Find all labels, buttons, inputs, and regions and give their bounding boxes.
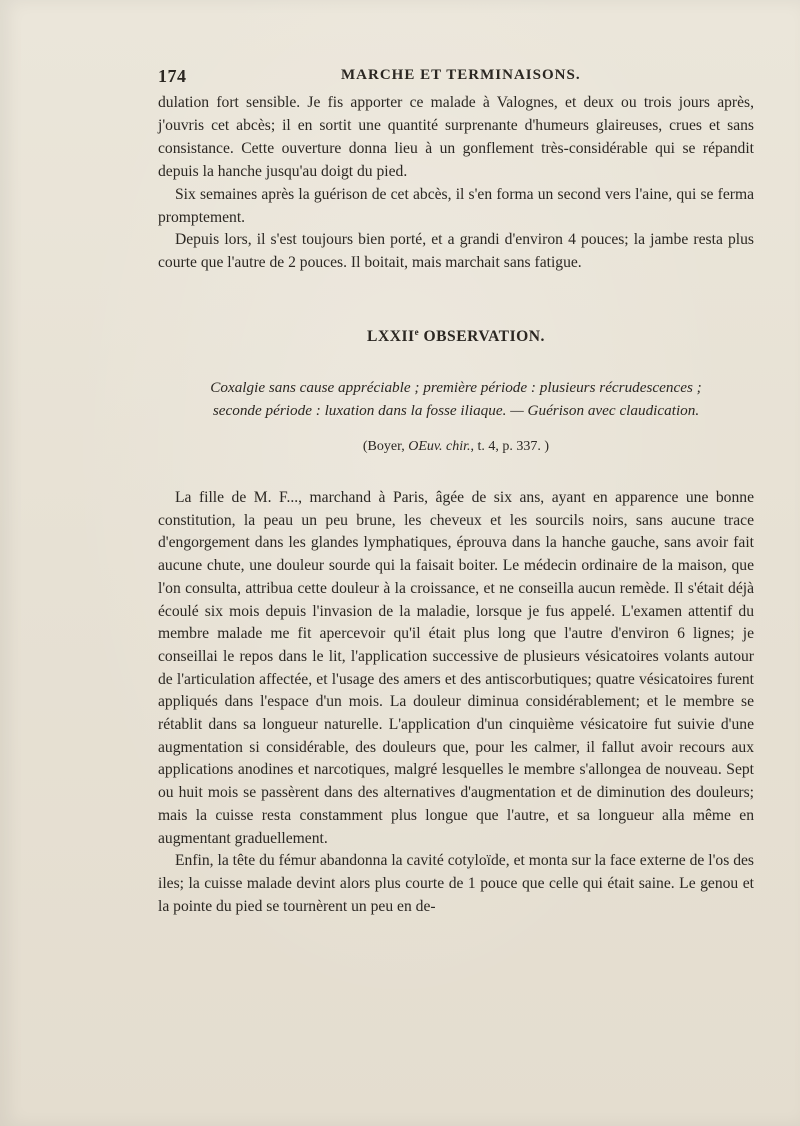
running-head: MARCHE ET TERMINAISONS. — [341, 67, 581, 83]
paragraph: La fille de M. F..., marchand à Paris, âgée de six ans, ayant en apparence une bonne constitution, la peau un peu brune, les cheveux et les sourcils noirs, sans aucune trace d'engorgement dans les glandes lymphatiques, éprouva dans la hanche gauche, sans avoir fait aucune chute, une douleur sourde qui la faisait boiter. Le médecin ordinaire de la maison, que l'on consulta, attribua cette douleur à la croissance, et ne conseilla aucun remède. Il s'était déjà écoulé six mois depuis l'invasion de la maladie, lorsque je fus appelé. L'examen attentif du membre malade me fit apercevoir qu'il était plus long que l'autre d'environ 6 lignes; je conseillai le repos dans le lit, l'application successive de plusieurs vésicatoires volants autour de l'articulation affectée, et l'usage des amers et des antiscorbutiques; quatre vésicatoires furent appliqués dans l'espace d'un mois. La douleur diminua considérablement; et le membre se rétablit dans sa longueur naturelle. L'application d'un cinquième vésicatoire fut suivie d'une augmentation si considérable, des douleurs que, pour les calmer, il fallut avoir recours aux applications anodines et narcotiques, malgré lesquelles le membre s'allongea de nouveau. Sept ou huit mois se passèrent dans des alternatives d'augmentation et de diminution des douleurs; mais la cuisse resta constamment plus longue que l'autre, et sa longueur alla même en augmentant graduellement. — [158, 489, 754, 847]
subtitle-line: Coxalgie sans cause appréciable ; première période : plusieurs récrudescences ; — [210, 379, 702, 396]
paragraph: dulation fort sensible. Je fis apporter ce malade à Valognes, et deux ou trois jours après, j'ouvris cet abcès; il en sortit une quantité surprenante d'humeurs glaireuses, crues et sans consistance. Cette ouverture donna lieu à un gonflement très-considérable qui se répandit depuis la hanche jusqu'au doigt du pied. — [158, 94, 754, 180]
observation-subtitle — [158, 377, 754, 422]
source-reference — [158, 439, 754, 455]
subtitle-line: seconde période : luxation dans la fosse iliaque. — Guérison avec claudication. — [212, 401, 700, 419]
observation-number: LXXII — [367, 328, 415, 345]
reference-close: , t. 4, p. 337. ) — [470, 439, 550, 454]
observation-superscript: e — [414, 327, 420, 337]
reference-work: OEuv. chir. — [408, 439, 471, 454]
reference-open: (Boyer, — [362, 439, 409, 454]
paragraph: Depuis lors, il s'est toujours bien porté, et a grandi d'environ 4 pouces; la jambe resta plus courte que l'autre de 2 pouces. Il boitait, mais marchait sans fatigue. — [158, 231, 754, 272]
observation-heading — [158, 327, 754, 346]
observation-label: OBSERVATION. — [423, 328, 545, 345]
observation-body — [158, 487, 754, 918]
page-number: 174 — [158, 66, 187, 86]
paragraph: Enfin, la tête du fémur abandonna la cavité cotyloïde, et monta sur la face externe de l'os des iles; la cuisse malade devint alors plus courte de 1 pouce que celle qui était saine. Le genou et la pointe du pied se tournèrent un peu en de- — [158, 852, 754, 915]
paragraph: Six semaines après la guérison de cet abcès, il s'en forma un second vers l'aine, qui se ferma promptement. — [158, 185, 754, 226]
top-text-block — [158, 92, 754, 275]
page-header — [158, 66, 754, 92]
